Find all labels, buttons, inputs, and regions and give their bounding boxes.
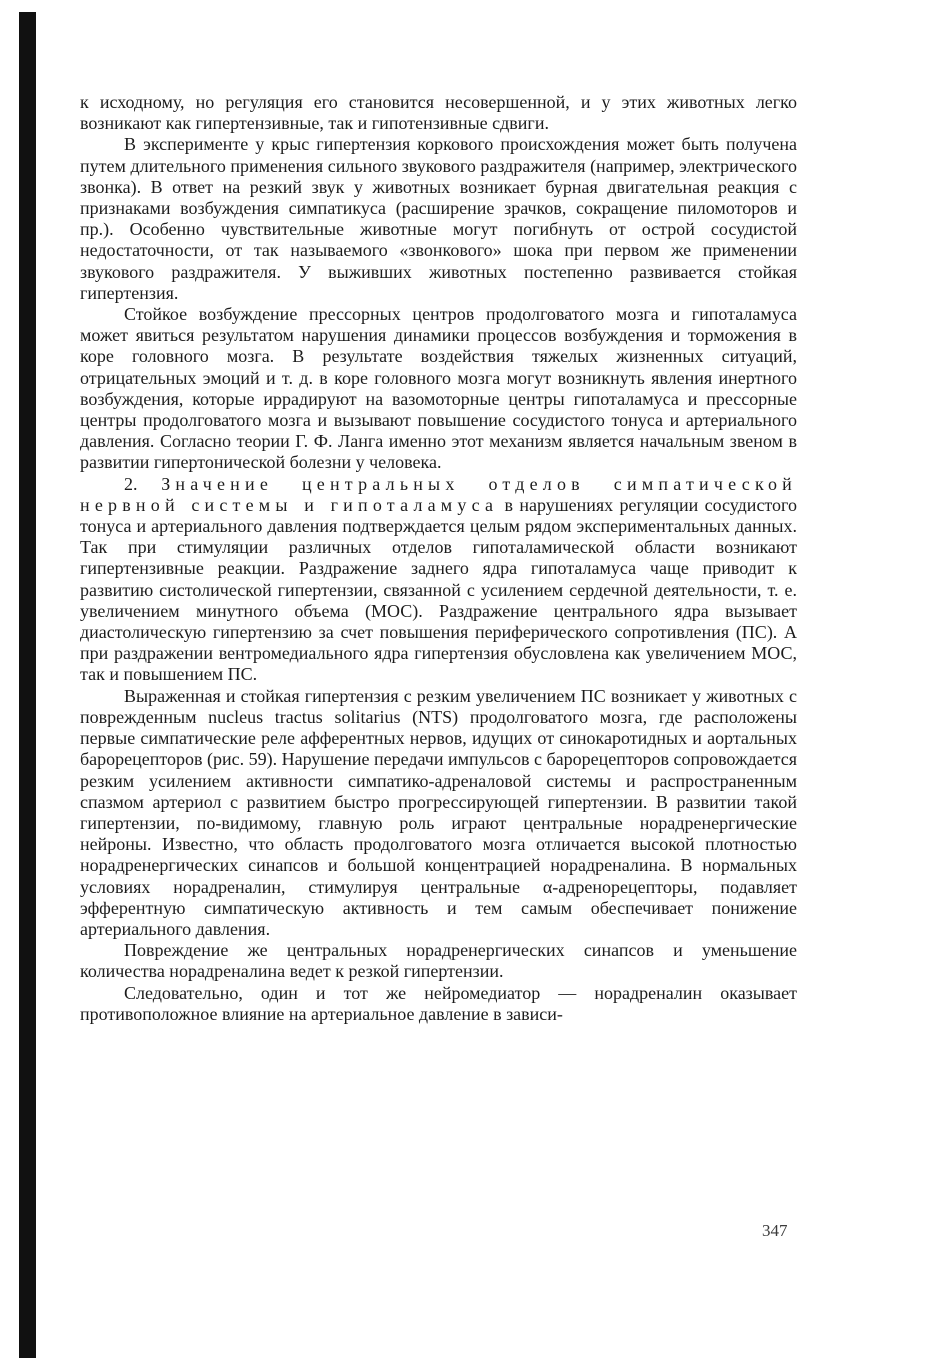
paragraph-3: Стойкое возбуждение прессорных центров продолговатого мозга и гипоталамуса может явиться результатом нарушения динамики процессов возбуждения и торможения в коре головного мозга. В результате воздействия тяжелых жизненных ситуаций, отрицательных эмоций и т. д. в коре головного мозга могут возникнуть явления инертного возбуждения, которые иррадируют на вазомоторные центры гипоталамуса и прессорные центры продолговатого мозга и вызывают повышение сосудистого тонуса и артериального давления. Согласно теории Г. Ф. Ланга именно этот механизм является начальным звеном в развитии гипертонической болезни у человека.: [80, 304, 797, 473]
paragraph-6: Повреждение же центральных норадренергических синапсов и уменьшение количества норадреналина ведет к резкой гипертензии.: [80, 940, 797, 982]
section-2-paragraph: [80, 474, 797, 686]
paragraph-5: Выраженная и стойкая гипертензия с резким увеличением ПС возникает у животных с поврежденным nucleus tractus solitarius (NTS) продолговатого мозга, где расположены первые симпатические реле афферентных нервов, идущих от синокаротидных и аортальных барорецепторов (рис. 59). Нарушение передачи импульсов с барорецепторов сопровождается резким усилением активности симпатико-адреналовой системы и распространенным спазмом артериол с развитием быстро прогрессирующей гипертензии. В развитии такой гипертензии, по-видимому, главную роль играют центральные норадренергические нейроны. Известно, что область продолговатого мозга отличается высокой плотностью норадренергических синапсов и большой концентрацией норадреналина. В нормальных условиях норадреналин, стимулируя центральные α-адренорецепторы, подавляет эфферентную симпатическую активность и тем самым обеспечивает понижение артериального давления.: [80, 685, 798, 939]
page-text: [80, 92, 797, 1025]
page-number: 347: [762, 1221, 788, 1240]
section-heading: Значение центральных отделов симпатической нервной системы и гипоталамуса: [80, 473, 798, 515]
section-number: 2.: [124, 473, 138, 494]
paragraph-2: В эксперименте у крыс гипертензия коркового происхождения может быть получена путем длительного применения сильного звукового раздражителя (например, электрического звонка). В ответ на резкий звук у животных возникает бурная двигательная реакция с признаками возбуждения симпатикуса (расширение зрачков, сокращение пиломоторов и пр.). Особенно чувствительные животные могут погибнуть от острой сосудистой недостаточности, от так называемого «звонкового» шока при первом же применении звукового раздражителя. У выживших животных постепенно развивается стойкая гипертензия.: [80, 134, 797, 303]
scan-border: [19, 12, 36, 1358]
paragraph-7: Следовательно, один и тот же нейромедиатор — норадреналин оказывает противоположное влияние на артериальное давление в зависи-: [80, 982, 797, 1024]
section-text: в нарушениях регуляции сосудистого тонуса и артериального давления подтверждается целым рядом экспериментальных данных. Так при стимуляции различных отделов гипоталамической области возникают гипертензивные реакции. Раздражение заднего ядра гипоталамуса чаще приводит к развитию систолической гипертензии, связанной с усилением сердечной деятельности, т. е. увеличением минутного объема (МОС). Раздражение центрального ядра вызывает диастолическую гипертензию за счет повышения периферического сопротивления (ПС). А при раздражении вентромедиального ядра гипертензия обусловлена как увеличением МОС, так и повышением ПС.: [80, 494, 797, 685]
paragraph-1: к исходному, но регуляция его становится несовершенной, и у этих животных легко возникают как гипертензивные, так и гипотензивные сдвиги.: [80, 92, 797, 134]
